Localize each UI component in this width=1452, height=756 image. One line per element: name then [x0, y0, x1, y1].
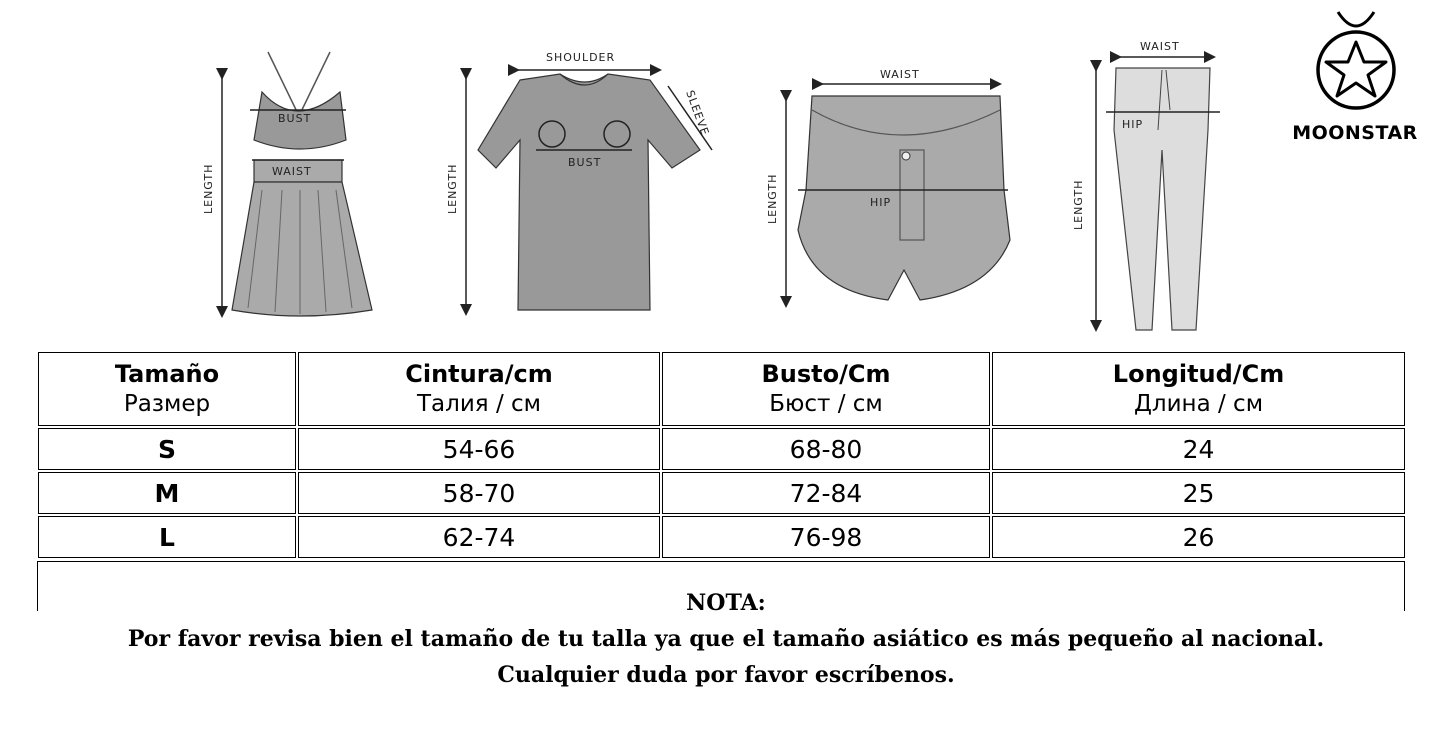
header-title: Longitud/Cm: [1112, 360, 1285, 388]
shorts-illustration: [766, 68, 1010, 302]
note-line-2: Cualquier duda por favor escríbenos.: [497, 662, 955, 688]
size-cell: L: [38, 516, 296, 558]
garment-illustrations: [0, 0, 1452, 345]
header-bust: [662, 352, 990, 426]
pants-illustration: [1072, 40, 1220, 330]
note-line-1: Por favor revisa bien el tamaño de tu talla ya que el tamaño asiático es más pequeño al nacional.: [127, 626, 1325, 652]
waist-cell: 54-66: [298, 428, 660, 470]
table-row: [38, 516, 1405, 558]
tshirt-shoulder-label: SHOULDER: [546, 51, 616, 64]
waist-cell: 62-74: [298, 516, 660, 558]
header-subtitle: Бюст / см: [769, 391, 883, 417]
header-title: Cintura/cm: [405, 360, 553, 388]
header-length: [992, 352, 1405, 426]
pants-length-label: LENGTH: [1072, 179, 1085, 230]
pants-waist-label: WAIST: [1140, 40, 1180, 53]
header-waist: [298, 352, 660, 426]
bust-cell: 72-84: [662, 472, 990, 514]
pants-hip-label: HIP: [1122, 118, 1144, 131]
header-subtitle: Размер: [123, 391, 211, 417]
header-title: Busto/Cm: [761, 360, 891, 388]
length-cell: 26: [992, 516, 1405, 558]
dress-waist-label: WAIST: [272, 165, 312, 178]
moon-star-icon: [1318, 12, 1394, 108]
size-cell: S: [38, 428, 296, 470]
table-row: [38, 472, 1405, 514]
bust-cell: 76-98: [662, 516, 990, 558]
tshirt-bust-label: BUST: [568, 156, 602, 169]
bust-cell: 68-80: [662, 428, 990, 470]
dress-illustration: [202, 52, 372, 316]
dress-length-label: LENGTH: [202, 163, 215, 214]
header-subtitle: Талия / см: [417, 391, 541, 417]
shorts-waist-label: WAIST: [880, 68, 920, 81]
size-chart-table: [36, 350, 1407, 560]
header-subtitle: Длина / см: [1133, 391, 1264, 417]
table-row: [38, 428, 1405, 470]
header-title: Tamaño: [114, 360, 220, 388]
tshirt-sleeve-label: SLEEVE: [683, 88, 712, 138]
length-cell: 25: [992, 472, 1405, 514]
table-header-row: [38, 352, 1405, 426]
note-title: NOTA:: [686, 590, 766, 616]
tshirt-length-label: LENGTH: [446, 163, 459, 214]
size-cell: M: [38, 472, 296, 514]
dress-bust-label: BUST: [278, 112, 312, 125]
shorts-length-label: LENGTH: [766, 173, 779, 224]
shorts-hip-label: HIP: [870, 196, 892, 209]
tshirt-illustration: [446, 51, 712, 310]
header-size: [38, 352, 296, 426]
length-cell: 24: [992, 428, 1405, 470]
brand-name: MOONSTAR: [1292, 122, 1418, 144]
waist-cell: 58-70: [298, 472, 660, 514]
